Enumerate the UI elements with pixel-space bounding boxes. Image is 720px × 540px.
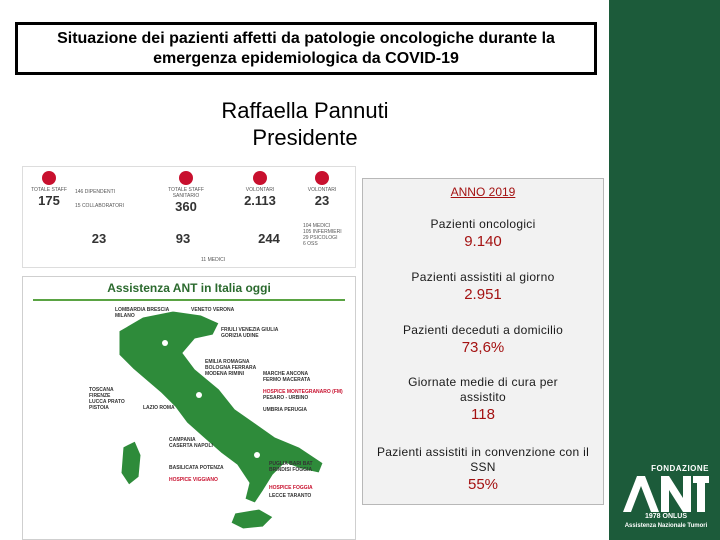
infographic-stat: 23 — [91, 231, 107, 246]
stat-value: 118 — [471, 406, 495, 423]
region-label-hospice: HOSPICE FOGGIA — [269, 485, 313, 491]
slide-title: Situazione dei pazienti affetti da patologie oncologiche durante la emergenza epidemiologica da COVID-19 — [15, 22, 597, 75]
stat-block — [363, 445, 603, 495]
staff-infographic — [22, 166, 356, 268]
infographic-stat: 93 — [175, 231, 191, 246]
stat-value: 9.140 — [464, 233, 502, 250]
logo-foundation-text: FONDAZIONE — [651, 464, 709, 473]
stat-value: 73,6% — [461, 339, 505, 356]
stat-label: Pazienti assistiti in convenzione con il SSN — [376, 445, 590, 474]
side-brand-band — [609, 0, 720, 540]
region-label: PESARO - URBINO — [263, 395, 309, 401]
region-label: EMILIA ROMAGNA BOLOGNA FERRARA MODENA RIMINI — [205, 359, 257, 377]
region-label: PUGLIA BARI BAT BRINDISI FOGGIA — [269, 461, 313, 473]
logo-tagline: 1978 ONLUS — [644, 513, 688, 520]
infographic-stat: VOLONTARI 2.113 — [237, 171, 283, 208]
presenter-block — [160, 97, 450, 151]
logo-full-name: Assistenza Nazionale Tumori — [624, 523, 708, 529]
region-label: LECCE TARANTO — [269, 493, 312, 499]
infographic-notes: 11 MEDICI — [201, 257, 226, 263]
stat-label: Giornate medie di cura per assistito — [408, 375, 558, 404]
stat-label: Pazienti oncologici — [430, 217, 536, 231]
presenter-name: Raffaella Pannuti — [221, 98, 389, 123]
volunteer-icon — [253, 171, 267, 185]
region-label: LOMBARDIA BRESCIA MILANO — [115, 307, 170, 319]
infographic-stat: TOTALE STAFF 175 — [29, 171, 69, 208]
region-label: TOSCANA FIRENZE LUCCA PRATO PISTOIA — [89, 387, 125, 411]
region-label: BASILICATA POTENZA — [169, 465, 224, 471]
region-label: UMBRIA PERUGIA — [263, 407, 307, 413]
stat-label: Pazienti deceduti a domicilio — [402, 323, 564, 337]
stat-label: Pazienti assistiti al giorno — [411, 270, 555, 284]
infographic-stat: TOTALE STAFF SANITARIO 360 — [161, 171, 211, 214]
staff-icon — [42, 171, 56, 185]
stat-value: 55% — [467, 476, 499, 493]
annual-stats-panel — [362, 178, 604, 505]
infographic-stat: VOLONTARI 23 — [299, 171, 345, 208]
stat-block — [363, 323, 603, 358]
stat-value: 2.951 — [464, 286, 502, 303]
infographic-notes: 104 MEDICI 105 INFERMIERI 29 PSICOLOGI 6 OSS — [303, 223, 342, 247]
presenter-role: Presidente — [252, 125, 358, 150]
stats-year: ANNO 2019 — [450, 185, 516, 199]
infographic-stat: 244 — [258, 231, 280, 246]
region-label: LAZIO ROMA — [143, 405, 175, 411]
region-label: MARCHE ANCONA FERMO MACERATA — [263, 371, 311, 383]
region-label: CAMPANIA CASERTA NAPOLI — [169, 437, 213, 449]
ant-logo — [617, 460, 715, 534]
stat-block — [363, 270, 603, 305]
staff-icon — [179, 171, 193, 185]
infographic-notes: 146 DIPENDENTI 15 COLLABORATORI — [75, 189, 124, 209]
italy-map-panel — [22, 276, 356, 540]
region-label-hospice: HOSPICE MONTEGRANARO (FM) — [263, 389, 343, 395]
region-label-hospice: HOSPICE VIGGIANO — [169, 477, 218, 483]
map-title: Assistenza ANT in Italia oggi — [107, 281, 271, 295]
region-label: FRIULI VENEZIA GIULIA GORIZIA UDINE — [221, 327, 279, 339]
stat-block — [363, 375, 603, 425]
region-label: VENETO VERONA — [191, 307, 235, 313]
stat-block — [363, 217, 603, 252]
volunteer-icon — [315, 171, 329, 185]
ant-wordmark-icon — [621, 474, 711, 514]
